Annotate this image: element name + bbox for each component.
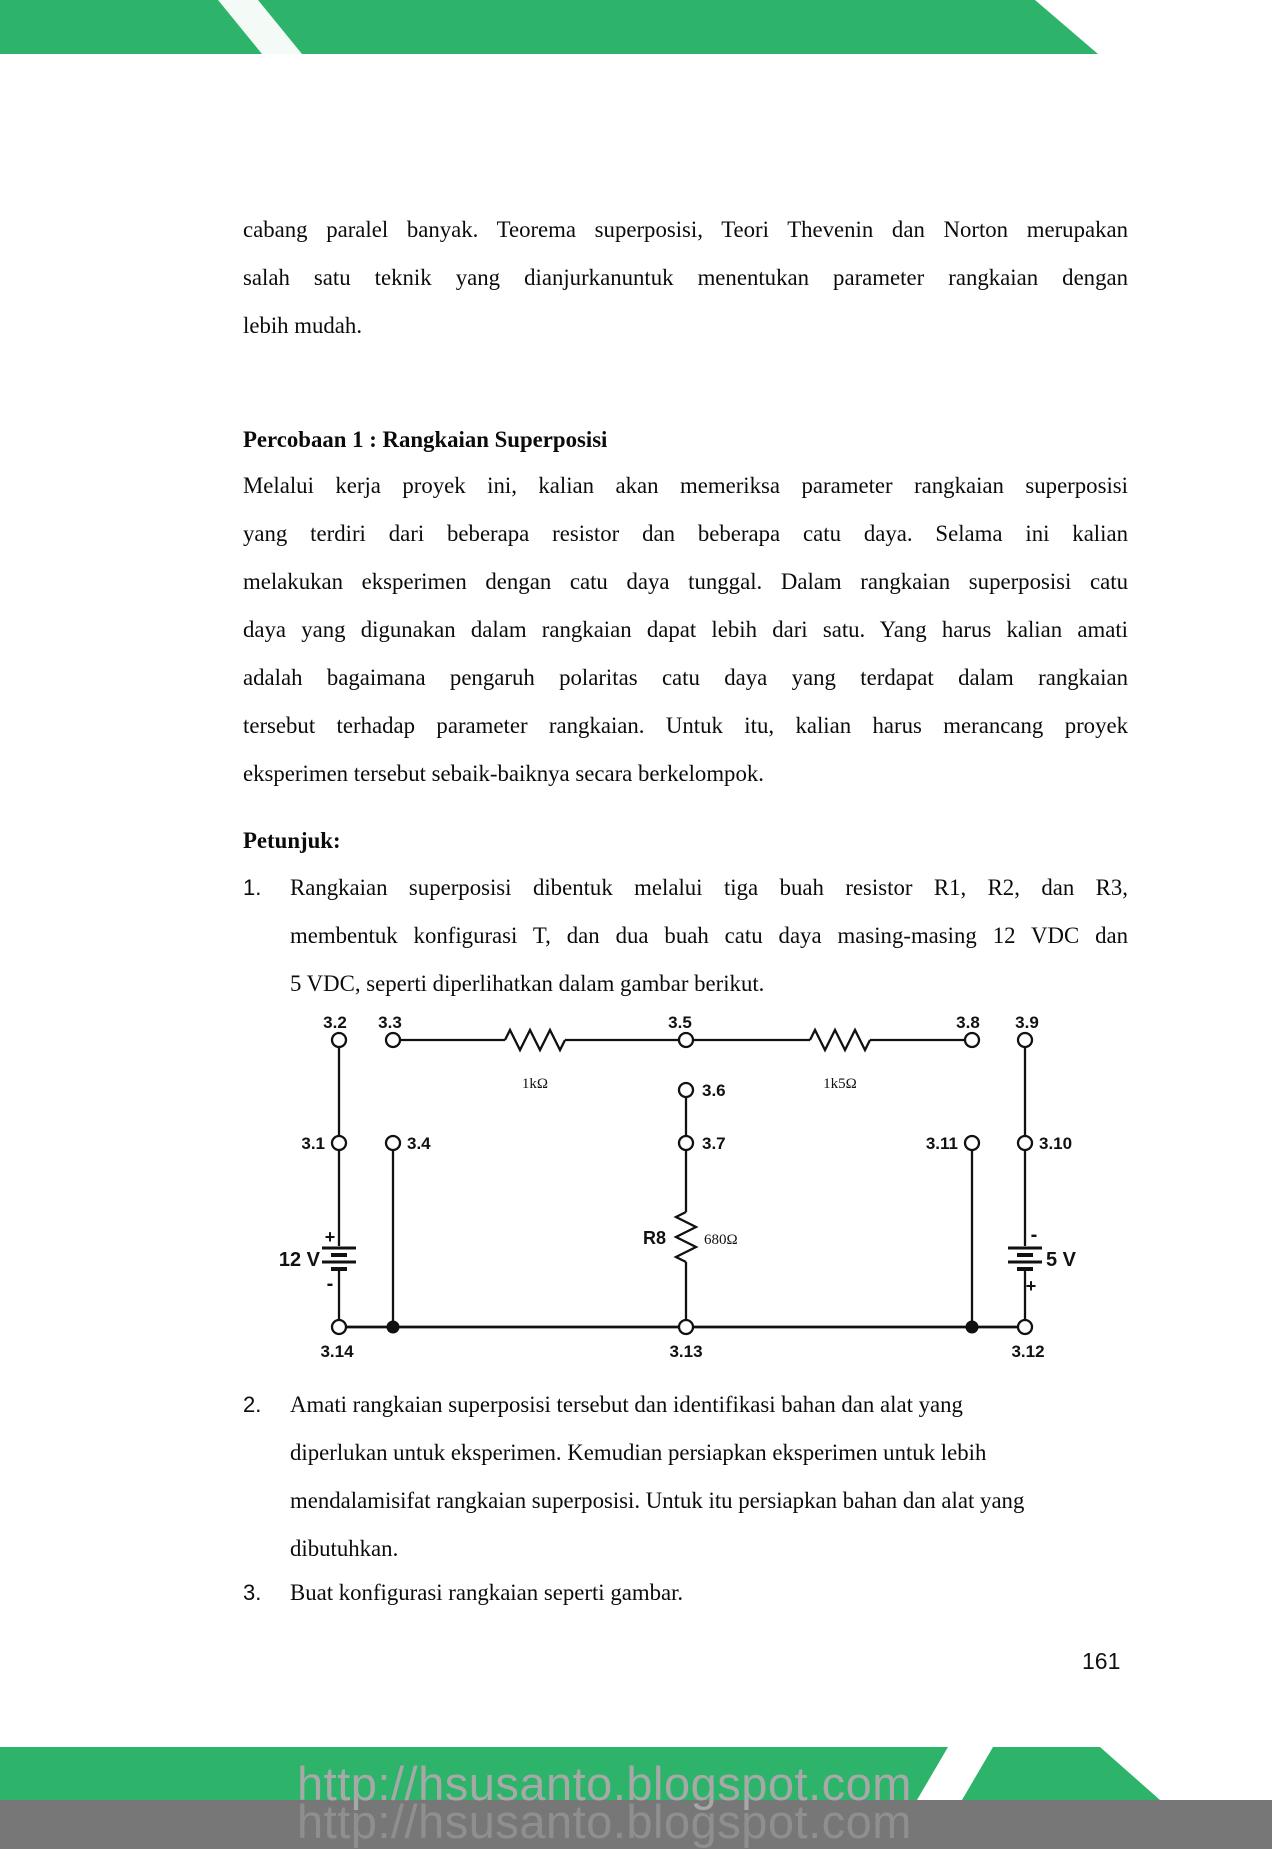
label-3-13: 3.13	[669, 1342, 703, 1361]
label-source-5v: 5 V	[1046, 1249, 1077, 1271]
label-3-7: 3.7	[702, 1134, 726, 1153]
terminal-3-6	[679, 1083, 693, 1097]
list-item-2	[290, 1381, 1128, 1573]
text-line: daya yang digunakan dalam rangkaian dapat lebih dari satu. Yang harus kalian amati	[243, 617, 1128, 642]
watermark-url-ghost: http://hsusanto.blogspot.com	[297, 1795, 912, 1848]
terminal-3-8	[965, 1033, 979, 1047]
terminal-3-9	[1018, 1033, 1032, 1047]
label-r8-name: R8	[642, 1228, 666, 1248]
heading-instructions: Petunjuk:	[243, 828, 341, 853]
label-3-1: 3.1	[301, 1134, 325, 1153]
resistor-r8	[676, 1212, 696, 1262]
polarity-minus-5v: -	[1030, 1224, 1038, 1246]
text-line: salah satu teknik yang dianjurkanuntuk menentukan parameter rangkaian dengan	[243, 265, 1128, 290]
text-line: Melalui kerja proyek ini, kalian akan memeriksa parameter rangkaian superposisi	[243, 473, 1128, 498]
text-line: adalah bagaimana pengaruh polaritas catu daya yang terdapat dalam rangkaian	[243, 665, 1128, 690]
text-line: membentuk konfigurasi T, dan dua buah catu daya masing-masing 12 VDC dan	[290, 923, 1128, 948]
label-3-5: 3.5	[668, 1013, 692, 1032]
list-number-3: 3.	[243, 1580, 262, 1605]
polarity-minus-12v: -	[326, 1273, 334, 1295]
label-3-8: 3.8	[956, 1013, 980, 1032]
list-number-2: 2.	[243, 1392, 262, 1417]
terminal-3-2	[332, 1033, 346, 1047]
text-line: dibutuhkan.	[290, 1536, 399, 1561]
label-3-9: 3.9	[1015, 1013, 1039, 1032]
circuit-wires	[339, 1030, 1025, 1327]
header-band-shape	[0, 0, 1098, 54]
terminal-3-10	[1018, 1136, 1032, 1150]
text-line: diperlukan untuk eksperimen. Kemudian persiapkan eksperimen untuk lebih	[290, 1440, 987, 1465]
junction-dot-right	[966, 1321, 979, 1334]
page-number: 161	[1082, 1648, 1121, 1674]
text-line: mendalamisifat rangkaian superposisi. Untuk itu persiapkan bahan dan alat yang	[290, 1488, 1025, 1513]
label-3-14: 3.14	[320, 1342, 354, 1361]
terminal-3-14	[332, 1320, 346, 1334]
resistor-r1	[505, 1030, 565, 1050]
label-source-12v: 12 V	[278, 1249, 320, 1271]
text-line: eksperimen tersebut sebaik-baiknya secara berkelompok.	[243, 761, 764, 786]
watermark-url: http://hsusanto.blogspot.com	[297, 1757, 912, 1810]
terminal-3-7	[679, 1136, 693, 1150]
text-line: Buat konfigurasi rangkaian seperti gambar.	[290, 1580, 684, 1605]
resistor-r2	[810, 1030, 870, 1050]
label-3-6: 3.6	[702, 1081, 726, 1100]
terminal-3-12	[1018, 1320, 1032, 1334]
circuit-terminals	[332, 1033, 1032, 1334]
terminal-3-11	[965, 1136, 979, 1150]
text-line: Rangkaian superposisi dibentuk melalui tiga buah resistor R1, R2, dan R3,	[290, 875, 1128, 900]
text-line: lebih mudah.	[243, 313, 363, 338]
label-3-4: 3.4	[407, 1134, 431, 1153]
terminal-3-1	[332, 1136, 346, 1150]
battery-12v	[322, 1248, 356, 1269]
text-line: yang terdiri dari beberapa resistor dan beberapa catu daya. Selama ini kalian	[243, 521, 1128, 546]
text-line: cabang paralel banyak. Teorema superposisi, Teori Thevenin dan Norton merupakan	[243, 217, 1128, 242]
label-r2-value: 1k5Ω	[823, 1076, 857, 1092]
header-band	[0, 0, 1272, 54]
polarity-plus-12v: +	[324, 1227, 336, 1247]
text-line: 5 VDC, seperti diperlihatkan dalam gambar berikut.	[290, 971, 765, 996]
circuit-diagram	[280, 1000, 1080, 1375]
terminal-3-3	[386, 1033, 400, 1047]
label-3-2: 3.2	[323, 1013, 347, 1032]
label-3-12: 3.12	[1011, 1342, 1045, 1361]
terminal-3-5	[679, 1033, 693, 1047]
list-number-1: 1.	[243, 875, 262, 900]
list-item-3	[290, 1569, 1128, 1617]
text-line: melakukan eksperimen dengan catu daya tunggal. Dalam rangkaian superposisi catu	[243, 569, 1128, 594]
paragraph-experiment	[243, 462, 1128, 798]
heading-experiment: Percobaan 1 : Rangkaian Superposisi	[243, 427, 608, 452]
junction-dot-left	[387, 1321, 400, 1334]
list-item-1	[290, 864, 1128, 1008]
terminal-3-4	[386, 1136, 400, 1150]
component-labels	[279, 1076, 1077, 1296]
label-r1-value: 1kΩ	[521, 1076, 549, 1092]
paragraph-intro	[243, 206, 1128, 350]
polarity-plus-5v: +	[1025, 1276, 1037, 1296]
label-r8-value: 680Ω	[704, 1232, 738, 1248]
label-3-10: 3.10	[1039, 1134, 1073, 1153]
text-line: Amati rangkaian superposisi tersebut dan identifikasi bahan dan alat yang	[290, 1392, 963, 1417]
battery-5v	[1008, 1248, 1042, 1269]
text-line: tersebut terhadap parameter rangkaian. Untuk itu, kalian harus merancang proyek	[243, 713, 1128, 738]
footer-band-accent	[962, 1747, 1160, 1800]
label-3-11: 3.11	[925, 1134, 958, 1153]
label-3-3: 3.3	[378, 1013, 402, 1032]
terminal-3-13	[679, 1320, 693, 1334]
